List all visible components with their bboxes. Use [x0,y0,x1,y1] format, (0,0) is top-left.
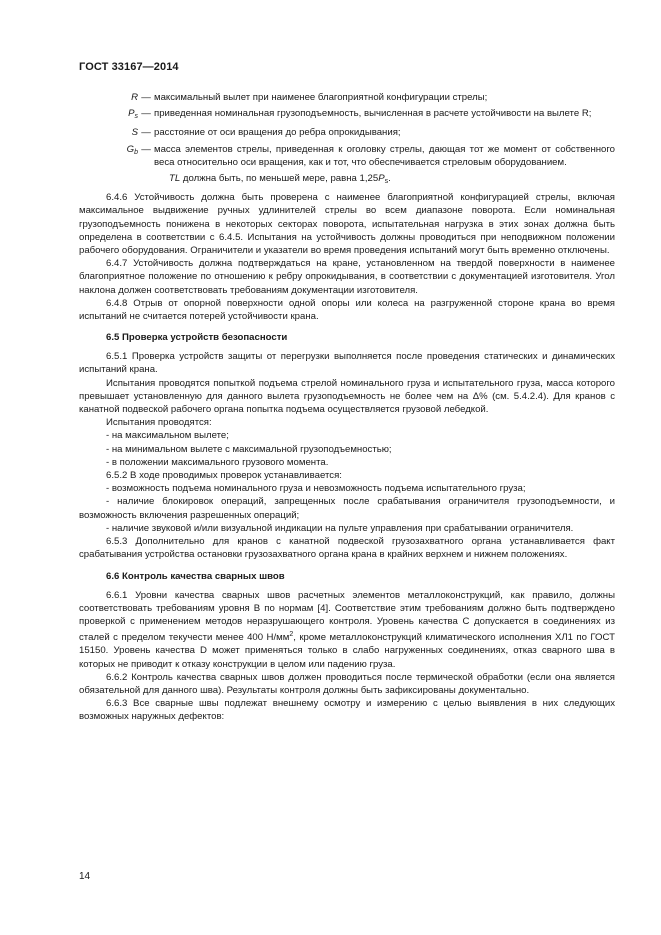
paragraph-6-6-3: 6.6.3 Все сварные швы подлежат внешнему осмотру и измерению с целью выявления в них следующих возможных наружных дефектов: [79,698,615,723]
legend-symbol: R [131,92,138,103]
legend-item [107,126,615,139]
paragraph-6-6-1: 6.6.1 Уровни качества сварных швов расчетных элементов металлоконструкций, как правило, должны соответствовать требованиям уровня B по нормам [4]. Соответствие этим требованиям должно быть подтверждено проверкой с применением методов неразрушающего контроля. Уровень качества C допускается в соединениях из сталей с пределом текучести менее 400 $Н/мм^2$, кроме металлоконструкций климатического исполнения ХЛ1 по ГОСТ 15150. Уровень качества D может применяться только в слабо нагруженных соединениях, отказ сварного шва в которых не приводит к отказу конструкции в целом или падению груза. [79,589,615,670]
symbol-legend [107,91,615,188]
list-item: - в положении максимального грузового момента. [106,456,329,468]
legend-dash: — [141,143,151,155]
legend-item [107,107,615,123]
legend-text: максимальный вылет при наименее благоприятной конфигурации стрелы; [154,92,488,103]
paragraph-6-6-2: 6.6.2 Контроль качества сварных швов должен проводиться после термической обработки (если она является обязательной для данного шва). Результаты контроля должны быть зафиксированы документально. [79,671,615,696]
paragraph-tests-list-intro: Испытания проводятся: [106,417,212,429]
legend-symbol: S [131,127,138,139]
paragraph-6-4-6: 6.4.6 Устойчивость должна быть проверена с наименее благоприятной конфигурацией стрелы, включая максимальное выдвижение ручных удлинителей стрелы во всем диапазоне поворота. Если номинальная грузоподъемность понижена в некоторых секторах поворота, испытательная нагрузка в этих зонах должна быть определена в соответствии с 6.4.5. Испытания на устойчивость должны проводиться при неподвижном положении рабочего оборудования. Ограничители и указатели во время проведения испытаний могут быть временно отключены. [79,192,615,257]
legend-dash: — [141,127,151,139]
list-item: - возможность подъема номинального груза и невозможность подъема испытательного груза; [106,483,526,495]
list-item: - на минимальном вылете с максимальной грузоподъемностью; [106,443,392,455]
legend-text: приведенная номинальная грузоподъемность, вычисленная в расчете устойчивости на вылете R; [154,108,592,120]
legend-dash: — [141,108,151,120]
legend-note: TL должна быть, по меньшей мере, равна $1,25P_s$. [169,173,391,186]
paragraph-tests: Испытания проводятся попыткой подъема стрелой номинального груза и испытательного груза, масса которого превышает установленную для данного вылета грузоподъемность не более чем на Δ% (см. 5.4.2.4). Для кранов с канатной подвеской рабочего органа попытка подъема осуществляется грузовой лебедкой. [79,377,615,416]
list-item: - наличие звуковой и/или визуальной индикации на пульте управления при срабатывании ограничителя. [106,522,574,534]
section-heading-6-5: 6.5 Проверка устройств безопасности [106,332,288,344]
document-header: ГОСТ 33167—2014 [79,61,179,73]
list-item: - на максимальном вылете; [106,430,229,442]
legend-item [107,143,615,169]
legend-text: масса элементов стрелы, приведенная к оголовку стрелы, дающая тот же момент от собственного веса относительно оси вращения, как и тот, что обеспечивается стреловым оборудованием. [154,143,615,168]
list-item: - наличие блокировок операций, запрещенных после срабатывания ограничителя грузоподъемности, и возможность включения разрешенных операций; [79,496,615,521]
paragraph-6-4-7: 6.4.7 Устойчивость должна подтверждаться на кране, установленном на твердой поверхности в наименее благоприятное положение по отношению к ребру опрокидывания, в соответствии с документацией изготовителя. Угол наклона должен соответствовать требованиям документации изготовителя. [79,258,615,296]
legend-symbol: $G_b$ [126,143,138,156]
legend-symbol: $P_s$ [128,108,138,121]
paragraph-6-5-3: 6.5.3 Дополнительно для кранов с канатной подвеской грузозахватного органа устанавливается факт срабатывания устройства остановки грузозахватного органа крана в крайних верхнем и нижнем положениях. [79,536,615,561]
paragraph-6-5-1: 6.5.1 Проверка устройств защиты от перегрузки выполняется после проведения статических и динамических испытаний крана. [79,351,615,376]
section-heading-6-6: 6.6 Контроль качества сварных швов [106,570,285,582]
page-number: 14 [79,871,91,882]
legend-text: расстояние от оси вращения до ребра опрокидывания; [154,127,401,139]
page-content [79,91,615,724]
legend-item [107,91,615,104]
paragraph-6-4-8: 6.4.8 Отрыв от опорной поверхности одной опоры или колеса на разгруженной стороне крана во время испытаний не считается потерей устойчивости крана. [79,297,615,323]
legend-dash: — [141,92,151,103]
paragraph-6-5-2: 6.5.2 В ходе проводимых проверок устанавливается: [106,470,342,482]
